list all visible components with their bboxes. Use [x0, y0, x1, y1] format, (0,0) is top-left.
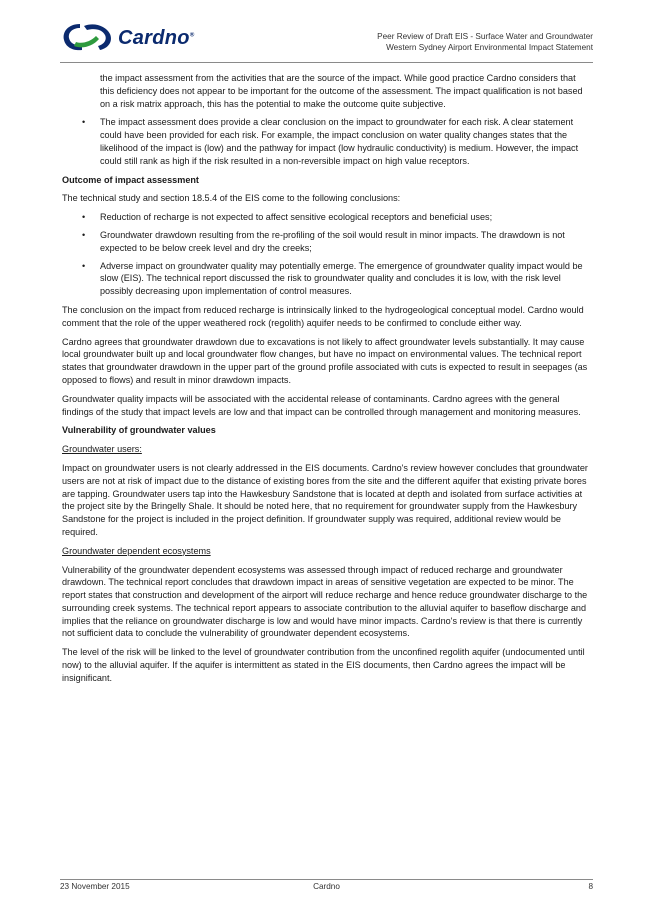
cardno-logo [60, 20, 220, 54]
header-divider [60, 62, 593, 63]
page-number: 8 [588, 882, 593, 891]
paragraph: Cardno agrees that groundwater drawdown due to excavations is not likely to affect groundwater levels substantially. It may cause local groundwater built up and local groundwater flow changes, but have no impact on environmental values. The technical report states that groundwater drawdown in the upper part of the ground profile associated with cuts is expected to result in seepages (as opposed to flows) and result in minor drawdown impacts. [62, 336, 588, 385]
paragraph: The conclusion on the impact from reduced recharge is intrinsically linked to the hydrogeological conceptual model. Cardno would comment that the role of the upper weathered rock (regolith) aquifer needs to be confirmed to conclude either way. [62, 304, 584, 328]
paragraph: The technical study and section 18.5.4 of the EIS come to the following conclusions: [62, 193, 401, 204]
paragraph: Groundwater quality impacts will be associated with the accidental release of contaminants. Cardno agrees with the general findings of the study that impact levels are low and that impact can be controlled through management and monitoring measures. [62, 393, 581, 417]
section-heading-vulnerability: Vulnerability of groundwater values [62, 425, 216, 436]
document-title-line2: Western Sydney Airport Environmental Impact Statement [386, 43, 593, 52]
logo-wordmark: Cardno® [118, 27, 195, 49]
bullet-icon: • [82, 260, 86, 271]
list-item: • Reduction of recharge is not expected to affect sensitive ecological receptors and beneficial uses; [82, 212, 493, 223]
footer-date: 23 November 2015 [60, 882, 130, 891]
list-item: • Groundwater drawdown resulting from the re-profiling of the soil would result in minor impacts. The drawdown is not expected to be below creek level and dry the creeks; [82, 229, 565, 253]
list-item: • Adverse impact on groundwater quality may potentially emerge. The emergence of groundwater quality impact would be slow (EIS). The technical report discussed the risk to groundwater quality and concludes it is low, with the risk level possibly decreasing upon implementation of control measures. [82, 260, 583, 297]
continued-bullet-text: the impact assessment from the activities that are the source of the impact. While good practice Cardno considers that this deficiency does not appear to be important for the outcome of the assessment. The impact qualification is not based on a risk matrix approach, this has the potential to make the outcome quite subjective. [100, 73, 583, 109]
subheading-groundwater-users: Groundwater users: [62, 444, 142, 455]
page-body [62, 72, 592, 691]
paragraph: Vulnerability of the groundwater dependent ecosystems was assessed through impact of reduced recharge and groundwater drawdown. The technical report concludes that drawdown impact in areas of sensitive vegetation are expected to be minor. The report states that construction and development of the airport will reduce recharge and hence reduce groundwater discharge to the surrounding creek systems. The technical report appears to associate contribution to the alluvial aquifer to baseflow discharge and implies that the reliance on groundwater discharge is low and would have minor impacts. Cardno's review is that there is currently not sufficient data to conclude the vulnerability of groundwater dependent ecosystems. [62, 564, 588, 639]
page-header [60, 14, 593, 60]
section-heading-outcome: Outcome of impact assessment [62, 174, 199, 185]
bullet-icon: • [82, 212, 86, 223]
subheading-gde: Groundwater dependent ecosystems [62, 545, 211, 556]
paragraph: Impact on groundwater users is not clearly addressed in the EIS documents. Cardno's review however concludes that groundwater users are not at risk of impact due to the distance of existing bores from the site and the different aquifer that existing private bores are tapping. Groundwater users tap into the Hawkesbury Sandstone that is located at depth and isolated from surface activities at the project site by the Bringelly Shale. It should be noted here, that no requirement for groundwater supply from the Hawkesbury Sandstone for the project is included in the project definition. If groundwater supply was required, additional review would be required. [62, 462, 588, 537]
document-title-line1: Peer Review of Draft EIS - Surface Water and Groundwater [377, 32, 593, 41]
list-item: • The impact assessment does provide a clear conclusion on the impact to groundwater for each risk. A clear statement could have been provided for each risk. For example, the impact conclusion on water quality changes states that the likelihood of the impact is (low) and the pathway for impact (low hydraulic conductivity) is medium. However, the impact could still rank as high if the risk resulted in a non-reversible impact on high value receptors. [82, 117, 579, 166]
footer-company: Cardno [313, 882, 340, 891]
footer-divider [60, 879, 593, 880]
bullet-list-outcome [62, 211, 592, 298]
cardno-logo-mark-icon [60, 20, 116, 54]
bullet-icon: • [82, 117, 86, 128]
bullet-icon: • [82, 229, 86, 240]
paragraph: The level of the risk will be linked to the level of groundwater contribution from the unconfined regolith aquifer (undocumented until now) to the alluvial aquifer. If the aquifer is intermittent as stated in the EIS documents, then Cardno agrees the impact will be insignificant. [62, 647, 585, 683]
document-title [377, 31, 593, 53]
bullet-list-top [62, 116, 592, 167]
